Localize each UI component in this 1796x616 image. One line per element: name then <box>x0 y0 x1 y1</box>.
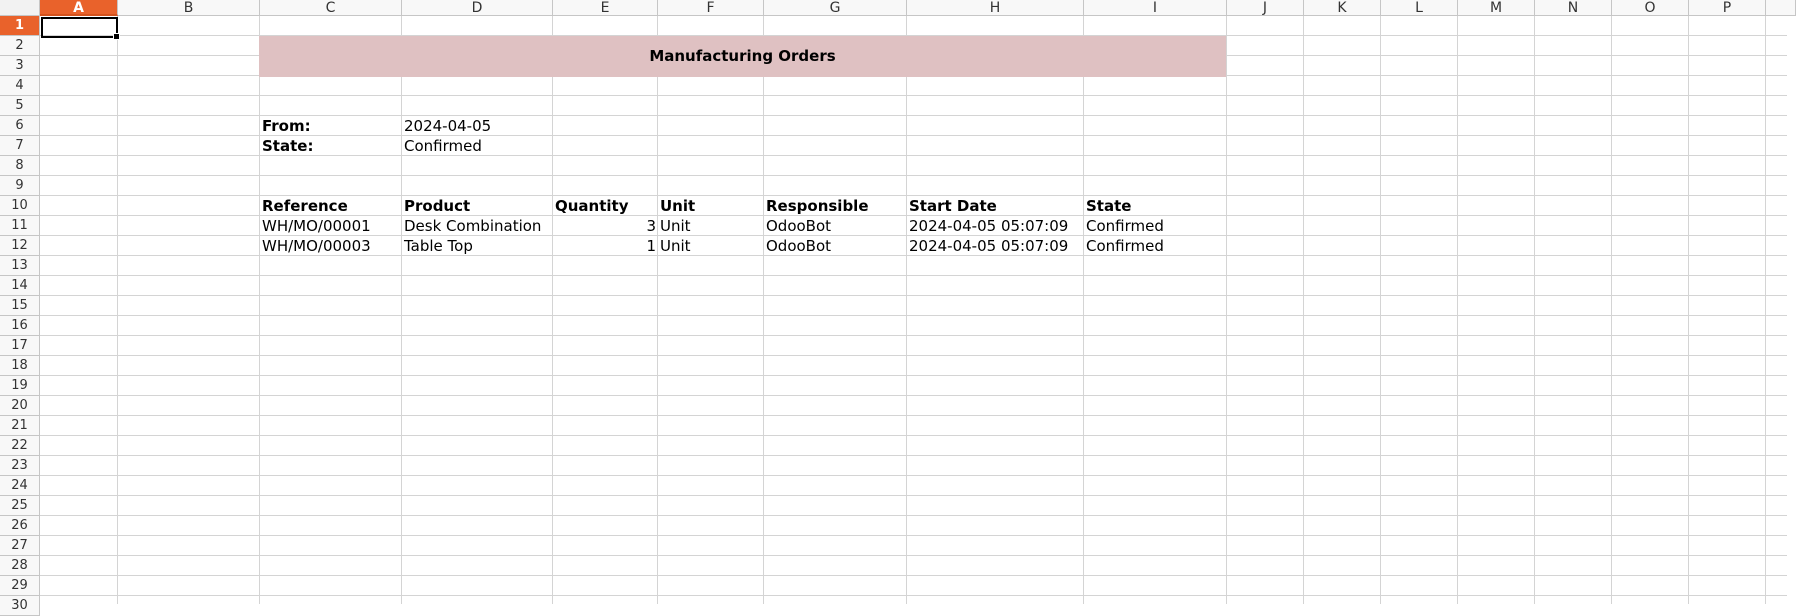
table-header-state[interactable]: State <box>1086 197 1132 215</box>
grid-line <box>40 555 1787 556</box>
row-header-11[interactable]: 11 <box>0 216 40 236</box>
table-cell-quantity[interactable]: 1 <box>646 237 656 255</box>
row-header-24[interactable]: 24 <box>0 476 40 496</box>
table-cell-state[interactable]: Confirmed <box>1086 217 1164 235</box>
table-cell-unit[interactable]: Unit <box>660 217 691 235</box>
grid-line <box>40 295 1787 296</box>
row-header-3[interactable]: 3 <box>0 56 40 76</box>
row-header-18[interactable]: 18 <box>0 356 40 376</box>
table-cell-state[interactable]: Confirmed <box>1086 237 1164 255</box>
table-header-reference[interactable]: Reference <box>262 197 348 215</box>
report-title-cell[interactable]: Manufacturing Orders <box>259 36 1226 77</box>
grid-line <box>40 335 1787 336</box>
row-header-27[interactable]: 27 <box>0 536 40 556</box>
filter-from-label[interactable]: From: <box>262 117 311 135</box>
filter-from-value[interactable]: 2024-04-05 <box>404 117 492 135</box>
row-header-7[interactable]: 7 <box>0 136 40 156</box>
row-header-1[interactable]: 1 <box>0 16 40 36</box>
table-cell-responsible[interactable]: OdooBot <box>766 217 832 235</box>
column-header-j[interactable]: J <box>1227 0 1304 16</box>
table-cell-start-date[interactable]: 2024-04-05 05:07:09 <box>909 217 1069 235</box>
row-header-22[interactable]: 22 <box>0 436 40 456</box>
row-header-21[interactable]: 21 <box>0 416 40 436</box>
cell-grid[interactable] <box>40 16 1787 604</box>
table-cell-quantity[interactable]: 3 <box>646 217 656 235</box>
column-header-i[interactable]: I <box>1084 0 1227 16</box>
table-header-responsible[interactable]: Responsible <box>766 197 869 215</box>
row-header-12[interactable]: 12 <box>0 236 40 256</box>
grid-line <box>40 495 1787 496</box>
row-header-25[interactable]: 25 <box>0 496 40 516</box>
grid-line <box>40 95 1787 96</box>
table-header-product[interactable]: Product <box>404 197 471 215</box>
column-header-f[interactable]: F <box>658 0 764 16</box>
grid-line <box>40 375 1787 376</box>
row-header-8[interactable]: 8 <box>0 156 40 176</box>
column-header-m[interactable]: M <box>1458 0 1535 16</box>
row-header-13[interactable]: 13 <box>0 256 40 276</box>
column-header-h[interactable]: H <box>907 0 1084 16</box>
column-header-l[interactable]: L <box>1381 0 1458 16</box>
row-header-15[interactable]: 15 <box>0 296 40 316</box>
row-header-29[interactable]: 29 <box>0 576 40 596</box>
grid-line <box>40 595 1787 596</box>
table-header-start-date[interactable]: Start Date <box>909 197 997 215</box>
grid-line <box>40 175 1787 176</box>
grid-line <box>40 455 1787 456</box>
column-header-q-partial[interactable] <box>1766 0 1796 16</box>
grid-line <box>40 315 1787 316</box>
row-header-9[interactable]: 9 <box>0 176 40 196</box>
grid-line <box>40 415 1787 416</box>
column-header-n[interactable]: N <box>1535 0 1612 16</box>
row-header-26[interactable]: 26 <box>0 516 40 536</box>
active-cell-cursor[interactable] <box>41 17 118 38</box>
select-all-corner[interactable] <box>0 0 40 16</box>
grid-line <box>40 395 1787 396</box>
grid-line <box>40 355 1787 356</box>
row-header-2[interactable]: 2 <box>0 36 40 56</box>
column-header-o[interactable]: O <box>1612 0 1689 16</box>
grid-line <box>40 515 1787 516</box>
row-header-6[interactable]: 6 <box>0 116 40 136</box>
table-header-unit[interactable]: Unit <box>660 197 696 215</box>
row-header-10[interactable]: 10 <box>0 196 40 216</box>
table-cell-unit[interactable]: Unit <box>660 237 691 255</box>
table-cell-reference[interactable]: WH/MO/00003 <box>262 237 371 255</box>
row-header-30[interactable]: 30 <box>0 596 40 616</box>
grid-line <box>40 475 1787 476</box>
grid-line <box>40 575 1787 576</box>
column-header-k[interactable]: K <box>1304 0 1381 16</box>
row-header-14[interactable]: 14 <box>0 276 40 296</box>
column-header-b[interactable]: B <box>118 0 260 16</box>
column-header-g[interactable]: G <box>764 0 907 16</box>
column-header-d[interactable]: D <box>402 0 553 16</box>
column-header-p[interactable]: P <box>1689 0 1766 16</box>
table-cell-responsible[interactable]: OdooBot <box>766 237 832 255</box>
row-header-20[interactable]: 20 <box>0 396 40 416</box>
table-cell-product[interactable]: Desk Combination <box>404 217 542 235</box>
row-header-17[interactable]: 17 <box>0 336 40 356</box>
row-header-19[interactable]: 19 <box>0 376 40 396</box>
grid-line <box>40 535 1787 536</box>
column-header-a[interactable]: A <box>40 0 118 16</box>
row-header-16[interactable]: 16 <box>0 316 40 336</box>
table-cell-reference[interactable]: WH/MO/00001 <box>262 217 371 235</box>
filter-state-value[interactable]: Confirmed <box>404 137 482 155</box>
row-header-4[interactable]: 4 <box>0 76 40 96</box>
filter-state-label[interactable]: State: <box>262 137 314 155</box>
row-header-5[interactable]: 5 <box>0 96 40 116</box>
grid-line <box>40 275 1787 276</box>
column-header-c[interactable]: C <box>260 0 402 16</box>
row-header-23[interactable]: 23 <box>0 456 40 476</box>
table-cell-product[interactable]: Table Top <box>404 237 473 255</box>
column-header-e[interactable]: E <box>553 0 658 16</box>
grid-line <box>40 435 1787 436</box>
table-header-quantity[interactable]: Quantity <box>555 197 629 215</box>
row-header-28[interactable]: 28 <box>0 556 40 576</box>
table-cell-start-date[interactable]: 2024-04-05 05:07:09 <box>909 237 1069 255</box>
